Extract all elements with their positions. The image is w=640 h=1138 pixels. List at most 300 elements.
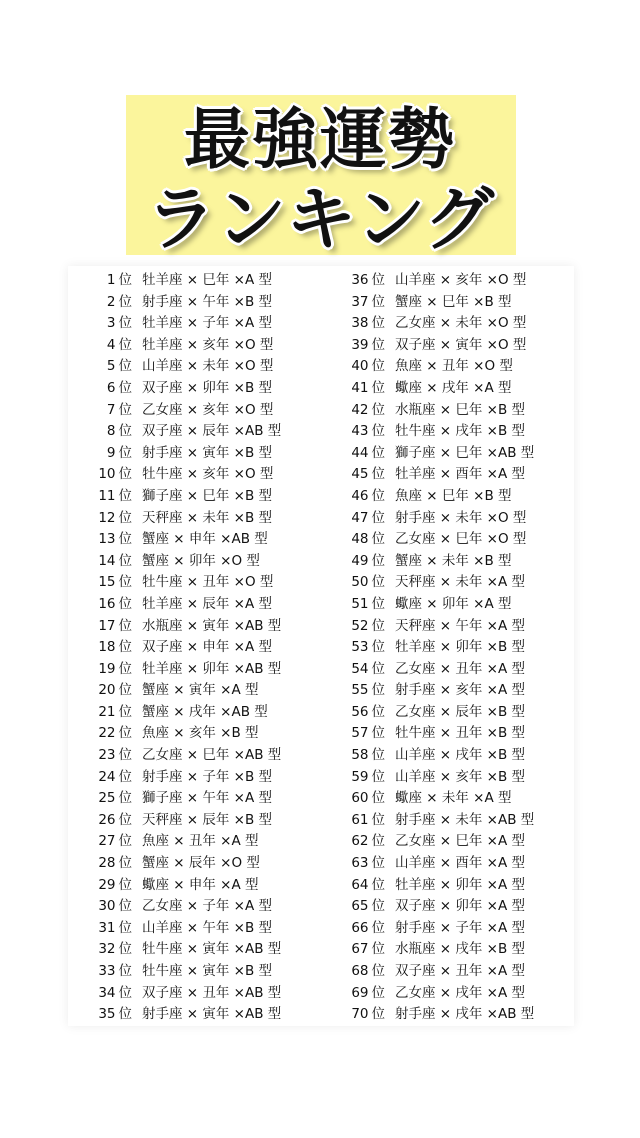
rank-number: 16 — [98, 595, 116, 612]
rank-number: 49 — [351, 552, 369, 569]
rank-label — [345, 421, 385, 443]
rank-unit: 位 — [118, 855, 132, 872]
sign-year-bloodtype-combo: 乙女座 × 子年 ×A 型 — [142, 898, 273, 915]
ranking-row — [345, 292, 595, 314]
rank-unit: 位 — [371, 487, 385, 504]
title-line-2: ランキング — [146, 178, 494, 260]
rank-unit: 位 — [371, 315, 385, 332]
rank-unit: 位 — [118, 272, 132, 288]
rank-label — [92, 918, 132, 940]
rank-label — [92, 983, 132, 1005]
rank-label — [345, 918, 385, 940]
rank-number: 36 — [351, 272, 369, 288]
rank-number: 26 — [98, 811, 116, 828]
rank-label — [345, 788, 385, 810]
ranking-row — [345, 723, 595, 745]
rank-unit: 位 — [371, 898, 385, 915]
rank-label — [92, 875, 132, 897]
rank-number: 60 — [351, 790, 369, 807]
rank-unit: 位 — [118, 423, 132, 440]
rank-unit: 位 — [371, 703, 385, 720]
rank-unit: 位 — [371, 423, 385, 440]
ranking-row — [92, 680, 342, 702]
rank-unit: 位 — [118, 984, 132, 1001]
rank-unit: 位 — [371, 531, 385, 548]
sign-year-bloodtype-combo: 蟹座 × 戌年 ×AB 型 — [142, 703, 268, 720]
rank-unit: 位 — [371, 768, 385, 785]
ranking-row — [92, 788, 342, 810]
rank-label — [345, 486, 385, 508]
ranking-row — [345, 896, 595, 918]
rank-label — [345, 659, 385, 681]
rank-label — [92, 594, 132, 616]
rank-number: 20 — [98, 682, 116, 699]
ranking-row — [345, 356, 595, 378]
rank-unit: 位 — [118, 401, 132, 418]
sign-year-bloodtype-combo: 天秤座 × 未年 ×A 型 — [395, 574, 526, 591]
rank-unit: 位 — [118, 833, 132, 850]
rank-label — [92, 616, 132, 638]
rank-number: 38 — [351, 315, 369, 332]
ranking-row — [92, 421, 342, 443]
rank-label — [345, 875, 385, 897]
rank-label — [92, 723, 132, 745]
rank-label — [345, 378, 385, 400]
ranking-row — [345, 745, 595, 767]
rank-unit: 位 — [371, 833, 385, 850]
rank-number: 64 — [351, 876, 369, 893]
sign-year-bloodtype-combo: 牡牛座 × 丑年 ×B 型 — [395, 725, 526, 742]
ranking-row — [345, 831, 595, 853]
rank-unit: 位 — [118, 941, 132, 958]
ranking-row — [345, 421, 595, 443]
sign-year-bloodtype-combo: 蟹座 × 巳年 ×B 型 — [395, 293, 512, 310]
rank-number: 18 — [98, 639, 116, 656]
rank-number: 48 — [351, 531, 369, 548]
rank-unit: 位 — [118, 293, 132, 310]
rank-number: 28 — [98, 855, 116, 872]
rank-label — [92, 702, 132, 724]
ranking-column-right — [345, 270, 595, 1026]
ranking-row — [92, 356, 342, 378]
ranking-row — [345, 983, 595, 1005]
rank-number: 53 — [351, 639, 369, 656]
sign-year-bloodtype-combo: 牡羊座 × 卯年 ×A 型 — [395, 876, 526, 893]
rank-unit: 位 — [118, 703, 132, 720]
sign-year-bloodtype-combo: 牡牛座 × 寅年 ×B 型 — [142, 963, 273, 979]
ranking-row — [92, 637, 342, 659]
rank-number: 57 — [351, 725, 369, 742]
sign-year-bloodtype-combo: 射手座 × 亥年 ×A 型 — [395, 682, 526, 699]
rank-number: 9 — [106, 444, 116, 461]
rank-number: 27 — [98, 833, 116, 850]
sign-year-bloodtype-combo: 射手座 × 未年 ×O 型 — [395, 509, 527, 526]
rank-unit: 位 — [371, 725, 385, 742]
rank-number: 22 — [98, 725, 116, 742]
ranking-row — [92, 443, 342, 465]
rank-unit: 位 — [371, 336, 385, 353]
ranking-row — [345, 875, 595, 897]
rank-unit: 位 — [118, 617, 132, 634]
ranking-row — [92, 292, 342, 314]
rank-unit: 位 — [118, 487, 132, 504]
rank-number: 31 — [98, 919, 116, 936]
sign-year-bloodtype-combo: 射手座 × 寅年 ×B 型 — [142, 444, 273, 461]
ranking-row — [92, 616, 342, 638]
rank-unit: 位 — [371, 876, 385, 893]
sign-year-bloodtype-combo: 水瓶座 × 寅年 ×AB 型 — [142, 617, 282, 634]
ranking-row — [92, 702, 342, 724]
sign-year-bloodtype-combo: 双子座 × 寅年 ×O 型 — [395, 336, 527, 353]
ranking-row — [92, 939, 342, 961]
rank-label — [92, 767, 132, 789]
rank-number: 51 — [351, 595, 369, 612]
sign-year-bloodtype-combo: 射手座 × 子年 ×A 型 — [395, 919, 526, 936]
ranking-row — [92, 983, 342, 1005]
sign-year-bloodtype-combo: 乙女座 × 未年 ×O 型 — [395, 315, 527, 332]
rank-unit: 位 — [118, 315, 132, 332]
rank-label — [345, 939, 385, 961]
rank-label — [345, 767, 385, 789]
ranking-row — [92, 508, 342, 530]
rank-unit: 位 — [371, 855, 385, 872]
rank-label — [345, 356, 385, 378]
rank-label — [92, 745, 132, 767]
rank-label — [345, 529, 385, 551]
rank-number: 33 — [98, 963, 116, 979]
sign-year-bloodtype-combo: 牡羊座 × 亥年 ×O 型 — [142, 336, 274, 353]
sign-year-bloodtype-combo: 蠍座 × 卯年 ×A 型 — [395, 595, 512, 612]
rank-number: 12 — [98, 509, 116, 526]
rank-unit: 位 — [118, 595, 132, 612]
ranking-row — [345, 961, 595, 983]
rank-unit: 位 — [118, 682, 132, 699]
sign-year-bloodtype-combo: 蠍座 × 申年 ×A 型 — [142, 876, 259, 893]
ranking-row — [345, 853, 595, 875]
rank-number: 46 — [351, 487, 369, 504]
sign-year-bloodtype-combo: 双子座 × 申年 ×A 型 — [142, 639, 273, 656]
ranking-row — [92, 270, 342, 292]
ranking-row — [345, 464, 595, 486]
rank-label — [92, 939, 132, 961]
rank-number: 70 — [351, 1006, 369, 1023]
rank-unit: 位 — [371, 552, 385, 569]
rank-number: 4 — [106, 336, 116, 353]
ranking-row — [345, 335, 595, 357]
rank-unit: 位 — [371, 272, 385, 288]
rank-unit: 位 — [118, 466, 132, 483]
rank-label — [345, 853, 385, 875]
ranking-row — [345, 939, 595, 961]
rank-number: 45 — [351, 466, 369, 483]
sign-year-bloodtype-combo: 射手座 × 未年 ×AB 型 — [395, 811, 535, 828]
rank-label — [345, 594, 385, 616]
sign-year-bloodtype-combo: 双子座 × 辰年 ×AB 型 — [142, 423, 282, 440]
rank-unit: 位 — [371, 401, 385, 418]
sign-year-bloodtype-combo: 牡羊座 × 酉年 ×A 型 — [395, 466, 526, 483]
sign-year-bloodtype-combo: 牡牛座 × 丑年 ×O 型 — [142, 574, 274, 591]
rank-unit: 位 — [118, 790, 132, 807]
rank-number: 6 — [106, 379, 116, 396]
rank-number: 7 — [106, 401, 116, 418]
ranking-row — [92, 529, 342, 551]
sign-year-bloodtype-combo: 山羊座 × 亥年 ×O 型 — [395, 272, 527, 288]
rank-label — [92, 292, 132, 314]
rank-number: 55 — [351, 682, 369, 699]
sign-year-bloodtype-combo: 蟹座 × 辰年 ×O 型 — [142, 855, 260, 872]
sign-year-bloodtype-combo: 蟹座 × 未年 ×B 型 — [395, 552, 512, 569]
rank-label — [92, 551, 132, 573]
rank-label — [92, 637, 132, 659]
rank-number: 8 — [106, 423, 116, 440]
ranking-row — [92, 853, 342, 875]
sign-year-bloodtype-combo: 魚座 × 丑年 ×A 型 — [142, 833, 259, 850]
sign-year-bloodtype-combo: 射手座 × 戌年 ×AB 型 — [395, 1006, 535, 1023]
rank-unit: 位 — [371, 444, 385, 461]
rank-unit: 位 — [118, 747, 132, 764]
rank-unit: 位 — [118, 660, 132, 677]
sign-year-bloodtype-combo: 牡牛座 × 戌年 ×B 型 — [395, 423, 526, 440]
sign-year-bloodtype-combo: 蟹座 × 卯年 ×O 型 — [142, 552, 260, 569]
rank-label — [92, 400, 132, 422]
rank-unit: 位 — [371, 811, 385, 828]
rank-unit: 位 — [371, 682, 385, 699]
rank-number: 65 — [351, 898, 369, 915]
rank-unit: 位 — [118, 336, 132, 353]
sign-year-bloodtype-combo: 天秤座 × 辰年 ×B 型 — [142, 811, 273, 828]
sign-year-bloodtype-combo: 獅子座 × 巳年 ×AB 型 — [395, 444, 535, 461]
rank-label — [92, 313, 132, 335]
ranking-row — [345, 918, 595, 940]
rank-label — [345, 896, 385, 918]
ranking-row — [92, 551, 342, 573]
rank-unit: 位 — [371, 660, 385, 677]
sign-year-bloodtype-combo: 牡羊座 × 卯年 ×AB 型 — [142, 660, 282, 677]
rank-number: 50 — [351, 574, 369, 591]
rank-label — [345, 637, 385, 659]
ranking-row — [92, 875, 342, 897]
rank-number: 19 — [98, 660, 116, 677]
rank-label — [92, 572, 132, 594]
rank-label — [345, 335, 385, 357]
rank-number: 30 — [98, 898, 116, 915]
rank-number: 1 — [106, 272, 116, 288]
rank-label — [92, 896, 132, 918]
ranking-row — [92, 313, 342, 335]
rank-number: 13 — [98, 531, 116, 548]
ranking-row — [345, 788, 595, 810]
rank-number: 24 — [98, 768, 116, 785]
sign-year-bloodtype-combo: 乙女座 × 亥年 ×O 型 — [142, 401, 274, 418]
rank-unit: 位 — [371, 617, 385, 634]
sign-year-bloodtype-combo: 蟹座 × 寅年 ×A 型 — [142, 682, 259, 699]
rank-unit: 位 — [118, 876, 132, 893]
rank-unit: 位 — [118, 574, 132, 591]
rank-unit: 位 — [371, 466, 385, 483]
rank-label — [345, 443, 385, 465]
rank-label — [345, 810, 385, 832]
rank-number: 63 — [351, 855, 369, 872]
rank-unit: 位 — [118, 963, 132, 979]
rank-number: 21 — [98, 703, 116, 720]
rank-label — [92, 831, 132, 853]
ranking-row — [345, 400, 595, 422]
rank-unit: 位 — [118, 768, 132, 785]
rank-label — [345, 680, 385, 702]
sign-year-bloodtype-combo: 射手座 × 子年 ×B 型 — [142, 768, 273, 785]
rank-unit: 位 — [371, 984, 385, 1001]
rank-label — [345, 723, 385, 745]
ranking-row — [92, 896, 342, 918]
ranking-row — [92, 572, 342, 594]
rank-unit: 位 — [371, 1006, 385, 1023]
ranking-row — [92, 831, 342, 853]
rank-number: 69 — [351, 984, 369, 1001]
rank-label — [345, 551, 385, 573]
rank-label — [92, 335, 132, 357]
rank-label — [92, 443, 132, 465]
rank-unit: 位 — [118, 725, 132, 742]
rank-unit: 位 — [118, 898, 132, 915]
rank-unit: 位 — [118, 531, 132, 548]
ranking-row — [345, 486, 595, 508]
rank-unit: 位 — [371, 358, 385, 375]
ranking-row — [92, 594, 342, 616]
rank-label — [345, 616, 385, 638]
ranking-row — [345, 378, 595, 400]
rank-number: 29 — [98, 876, 116, 893]
rank-number: 44 — [351, 444, 369, 461]
ranking-row — [345, 572, 595, 594]
ranking-row — [345, 270, 595, 292]
rank-label — [345, 464, 385, 486]
sign-year-bloodtype-combo: 牡牛座 × 寅年 ×AB 型 — [142, 941, 282, 958]
sign-year-bloodtype-combo: 蟹座 × 申年 ×AB 型 — [142, 531, 268, 548]
ranking-row — [345, 637, 595, 659]
rank-label — [92, 1004, 132, 1026]
rank-number: 47 — [351, 509, 369, 526]
sign-year-bloodtype-combo: 獅子座 × 巳年 ×B 型 — [142, 487, 273, 504]
rank-label — [92, 659, 132, 681]
rank-unit: 位 — [371, 919, 385, 936]
sign-year-bloodtype-combo: 天秤座 × 午年 ×A 型 — [395, 617, 526, 634]
rank-unit: 位 — [371, 379, 385, 396]
rank-unit: 位 — [371, 595, 385, 612]
rank-unit: 位 — [371, 293, 385, 310]
rank-unit: 位 — [371, 747, 385, 764]
rank-label — [92, 529, 132, 551]
rank-label — [345, 745, 385, 767]
sign-year-bloodtype-combo: 牡羊座 × 子年 ×A 型 — [142, 315, 273, 332]
rank-number: 42 — [351, 401, 369, 418]
rank-label — [92, 421, 132, 443]
sign-year-bloodtype-combo: 蠍座 × 未年 ×A 型 — [395, 790, 512, 807]
rank-number: 68 — [351, 963, 369, 979]
rank-unit: 位 — [371, 790, 385, 807]
rank-unit: 位 — [118, 552, 132, 569]
rank-unit: 位 — [371, 963, 385, 979]
sign-year-bloodtype-combo: 射手座 × 午年 ×B 型 — [142, 293, 273, 310]
sign-year-bloodtype-combo: 双子座 × 丑年 ×A 型 — [395, 963, 526, 979]
ranking-row — [345, 551, 595, 573]
rank-number: 67 — [351, 941, 369, 958]
rank-unit: 位 — [118, 1006, 132, 1023]
sign-year-bloodtype-combo: 乙女座 × 戌年 ×A 型 — [395, 984, 526, 1001]
title-line-1: 最強運勢 — [184, 101, 456, 178]
rank-unit: 位 — [371, 639, 385, 656]
sign-year-bloodtype-combo: 乙女座 × 巳年 ×AB 型 — [142, 747, 282, 764]
rank-unit: 位 — [118, 919, 132, 936]
ranking-row — [92, 918, 342, 940]
rank-number: 43 — [351, 423, 369, 440]
sign-year-bloodtype-combo: 双子座 × 卯年 ×B 型 — [142, 379, 273, 396]
rank-number: 59 — [351, 768, 369, 785]
sign-year-bloodtype-combo: 乙女座 × 辰年 ×B 型 — [395, 703, 526, 720]
rank-number: 14 — [98, 552, 116, 569]
rank-unit: 位 — [118, 811, 132, 828]
rank-number: 23 — [98, 747, 116, 764]
ranking-row — [345, 1004, 595, 1026]
sign-year-bloodtype-combo: 魚座 × 丑年 ×O 型 — [395, 358, 513, 375]
rank-number: 37 — [351, 293, 369, 310]
rank-unit: 位 — [118, 379, 132, 396]
rank-label — [345, 702, 385, 724]
rank-unit: 位 — [118, 509, 132, 526]
rank-label — [92, 508, 132, 530]
sign-year-bloodtype-combo: 山羊座 × 酉年 ×A 型 — [395, 855, 526, 872]
ranking-row — [92, 745, 342, 767]
ranking-row — [92, 767, 342, 789]
rank-number: 34 — [98, 984, 116, 1001]
ranking-row — [92, 810, 342, 832]
rank-unit: 位 — [118, 444, 132, 461]
sign-year-bloodtype-combo: 山羊座 × 未年 ×O 型 — [142, 358, 274, 375]
rank-number: 61 — [351, 811, 369, 828]
ranking-row — [345, 529, 595, 551]
rank-number: 32 — [98, 941, 116, 958]
rank-number: 39 — [351, 336, 369, 353]
rank-label — [345, 292, 385, 314]
rank-label — [345, 313, 385, 335]
rank-number: 62 — [351, 833, 369, 850]
rank-number: 52 — [351, 617, 369, 634]
sign-year-bloodtype-combo: 双子座 × 丑年 ×AB 型 — [142, 984, 282, 1001]
sign-year-bloodtype-combo: 山羊座 × 戌年 ×B 型 — [395, 747, 526, 764]
ranking-row — [345, 313, 595, 335]
rank-unit: 位 — [118, 358, 132, 375]
rank-number: 66 — [351, 919, 369, 936]
ranking-row — [92, 486, 342, 508]
sign-year-bloodtype-combo: 水瓶座 × 戌年 ×B 型 — [395, 941, 526, 958]
ranking-row — [345, 702, 595, 724]
ranking-row — [92, 464, 342, 486]
sign-year-bloodtype-combo: 獅子座 × 午年 ×A 型 — [142, 790, 273, 807]
sign-year-bloodtype-combo: 山羊座 × 午年 ×B 型 — [142, 919, 273, 936]
sign-year-bloodtype-combo: 双子座 × 卯年 ×A 型 — [395, 898, 526, 915]
rank-label — [92, 810, 132, 832]
ranking-row — [345, 659, 595, 681]
rank-label — [345, 572, 385, 594]
sign-year-bloodtype-combo: 蠍座 × 戌年 ×A 型 — [395, 379, 512, 396]
sign-year-bloodtype-combo: 射手座 × 寅年 ×AB 型 — [142, 1006, 282, 1023]
ranking-row — [345, 443, 595, 465]
rank-label — [345, 1004, 385, 1026]
rank-unit: 位 — [371, 509, 385, 526]
rank-label — [92, 356, 132, 378]
sign-year-bloodtype-combo: 天秤座 × 未年 ×B 型 — [142, 509, 273, 526]
sign-year-bloodtype-combo: 乙女座 × 巳年 ×A 型 — [395, 833, 526, 850]
ranking-row — [92, 335, 342, 357]
